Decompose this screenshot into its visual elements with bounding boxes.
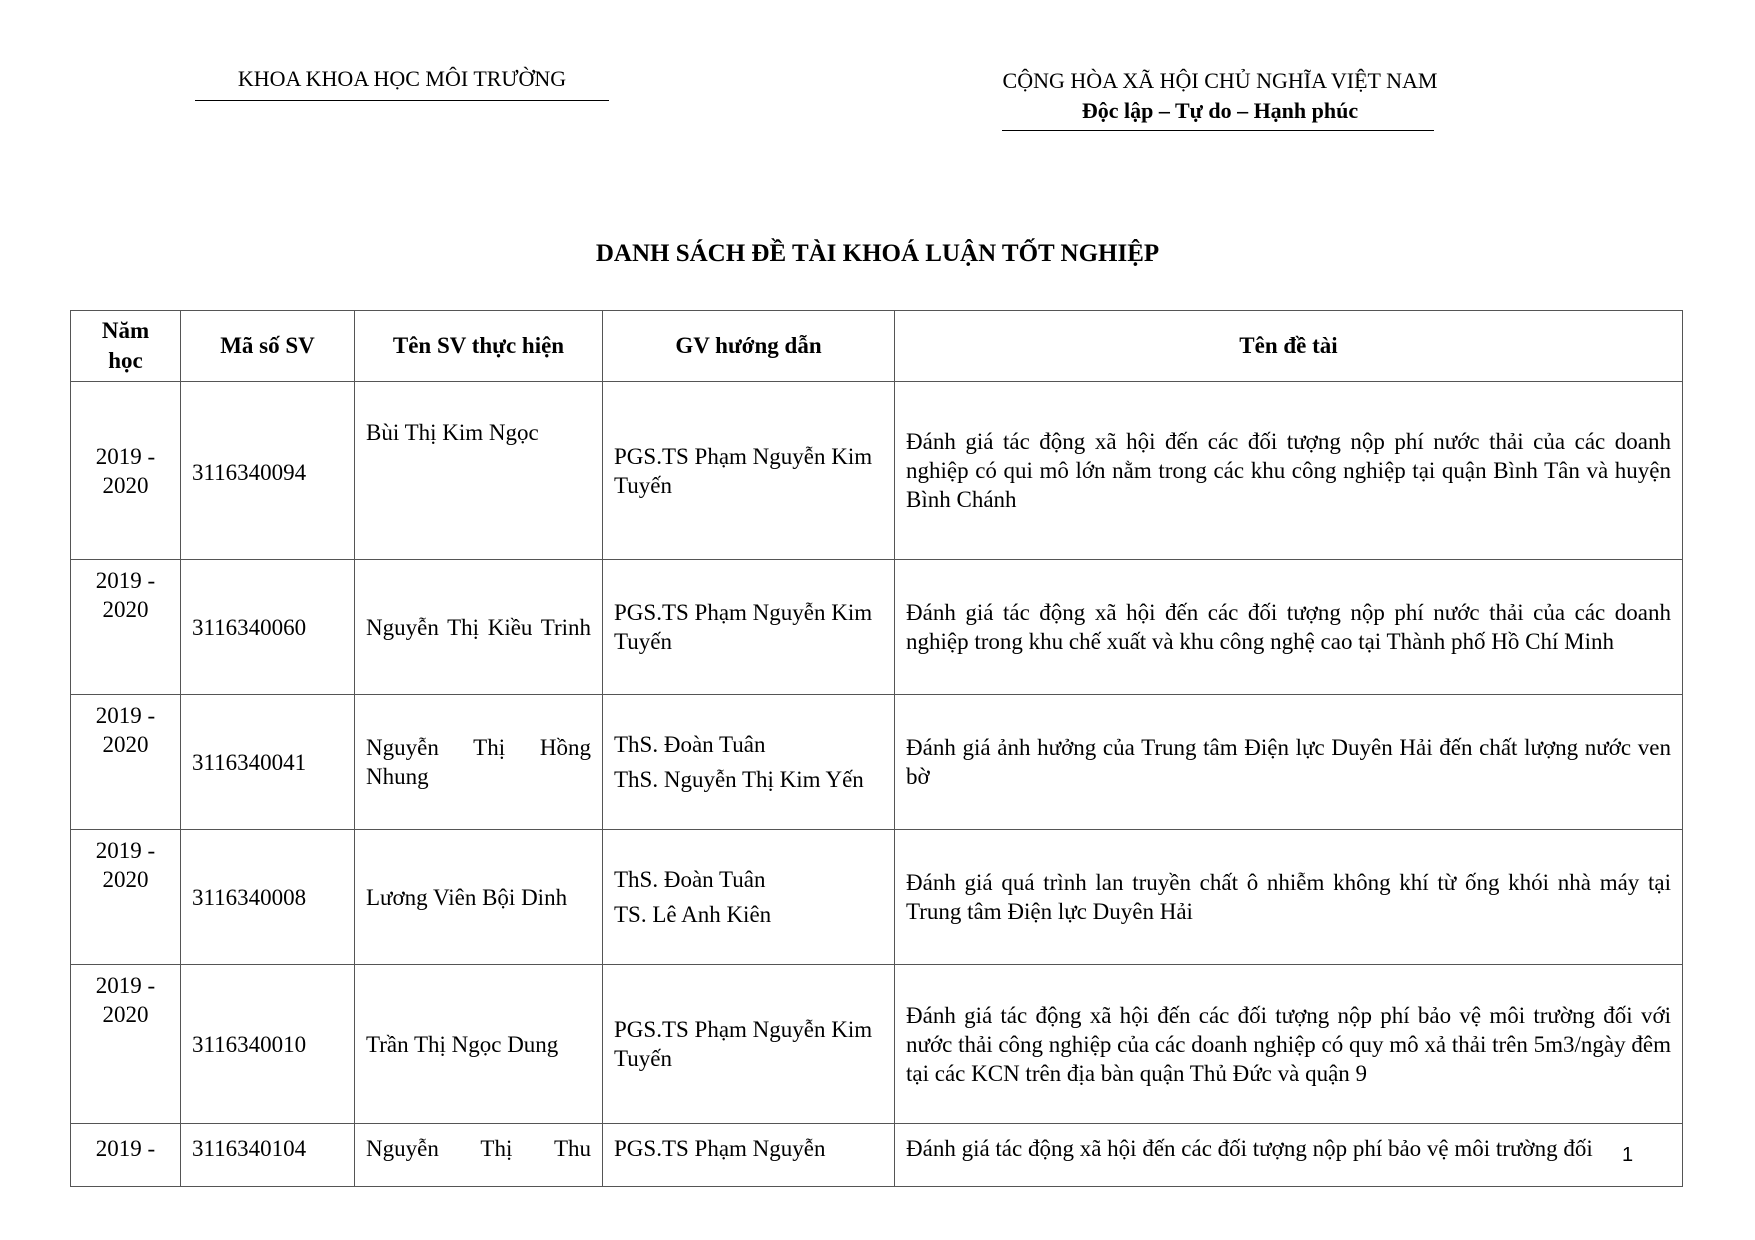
- student-name-cell: Lương Viên Bội Dinh: [355, 830, 603, 965]
- student-id-cell: 3116340094: [181, 382, 355, 560]
- year-cell: 2019 - 2020: [71, 382, 181, 560]
- student-id-cell: 3116340041: [181, 695, 355, 830]
- table-row: [71, 560, 1683, 695]
- student-id-cell: 3116340010: [181, 965, 355, 1124]
- topic-cell: Đánh giá tác động xã hội đến các đối tượng nộp phí nước thải của các doanh nghiệp trong khu chế xuất và khu công nghệ cao tại Thành phố Hồ Chí Minh: [895, 560, 1683, 695]
- topic-cell: Đánh giá tác động xã hội đến các đối tượng nộp phí bảo vệ môi trường đối: [895, 1124, 1683, 1187]
- header-supervisor: GV hướng dẫn: [603, 311, 895, 382]
- student-name-cell: Nguyễn Thị Thu: [355, 1124, 603, 1187]
- student-name-cell: Bùi Thị Kim Ngọc: [355, 382, 603, 560]
- faculty-name: KHOA KHOA HỌC MÔI TRƯỜNG: [237, 66, 567, 91]
- national-motto: Độc lập – Tự do – Hạnh phúc: [1081, 98, 1359, 123]
- thesis-topics-table: [70, 310, 1683, 1187]
- supervisor-cell: PGS.TS Phạm Nguyễn Kim Tuyến: [603, 965, 895, 1124]
- country-name: CỘNG HÒA XÃ HỘI CHỦ NGHĨA VIỆT NAM: [1002, 68, 1438, 93]
- year-cell: 2019 - 2020: [71, 965, 181, 1124]
- document-title: DANH SÁCH ĐỀ TÀI KHOÁ LUẬN TỐT NGHIỆP: [595, 240, 1160, 267]
- student-name-text: Nguyễn Thị Kiều Trinh: [366, 614, 591, 640]
- supervisor-cell: ThS. Đoàn Tuân TS. Lê Anh Kiên: [603, 830, 895, 965]
- header-student-name: Tên SV thực hiện: [355, 311, 603, 382]
- table-row: [71, 1124, 1683, 1187]
- supervisor-cell: PGS.TS Phạm Nguyễn Kim Tuyến: [603, 560, 895, 695]
- topic-cell: Đánh giá ảnh hưởng của Trung tâm Điện lực Duyên Hải đến chất lượng nước ven bờ: [895, 695, 1683, 830]
- student-name-cell: [355, 560, 603, 695]
- national-header: [980, 66, 1460, 126]
- supervisor-cell: ThS. Đoàn Tuân ThS. Nguyễn Thị Kim Yến: [603, 695, 895, 830]
- topic-cell: Đánh giá quá trình lan truyền chất ô nhiễm không khí từ ống khói nhà máy tại Trung tâm Điện lực Duyên Hải: [895, 830, 1683, 965]
- student-name-cell: Trần Thị Ngọc Dung: [355, 965, 603, 1124]
- header-student-id: Mã số SV: [181, 311, 355, 382]
- table-row: [71, 382, 1683, 560]
- year-cell: 2019 -: [71, 1124, 181, 1187]
- table-row: [71, 830, 1683, 965]
- header-topic: Tên đề tài: [895, 311, 1683, 382]
- year-cell: 2019 - 2020: [71, 560, 181, 695]
- topic-cell: Đánh giá tác động xã hội đến các đối tượng nộp phí bảo vệ môi trường đối với nước thải công nghiệp của các doanh nghiệp có quy mô xả thải trên 5m3/ngày đêm tại các KCN trên địa bàn quận Thủ Đức và quận 9: [895, 965, 1683, 1124]
- topic-cell: Đánh giá tác động xã hội đến các đối tượng nộp phí nước thải của các doanh nghiệp có qui mô lớn nằm trong các khu công nghiệp tại quận Bình Tân và huyện Bình Chánh: [895, 382, 1683, 560]
- year-cell: 2019 - 2020: [71, 695, 181, 830]
- student-id-cell: 3116340104: [181, 1124, 355, 1187]
- faculty-underline: [195, 100, 609, 101]
- supervisor-cell: PGS.TS Phạm Nguyễn Kim Tuyến: [603, 382, 895, 560]
- table-row: [71, 965, 1683, 1124]
- supervisor-cell: PGS.TS Phạm Nguyễn: [603, 1124, 895, 1187]
- student-id-cell: 3116340060: [181, 560, 355, 695]
- page-number: 1: [1622, 1144, 1634, 1166]
- student-id-cell: 3116340008: [181, 830, 355, 965]
- table-header-row: [71, 311, 1683, 382]
- motto-underline: [1002, 130, 1434, 131]
- header-year: Năm học: [71, 311, 181, 382]
- year-cell: 2019 - 2020: [71, 830, 181, 965]
- student-name-cell: Nguyễn Thị Hồng Nhung: [355, 695, 603, 830]
- table-row: [71, 695, 1683, 830]
